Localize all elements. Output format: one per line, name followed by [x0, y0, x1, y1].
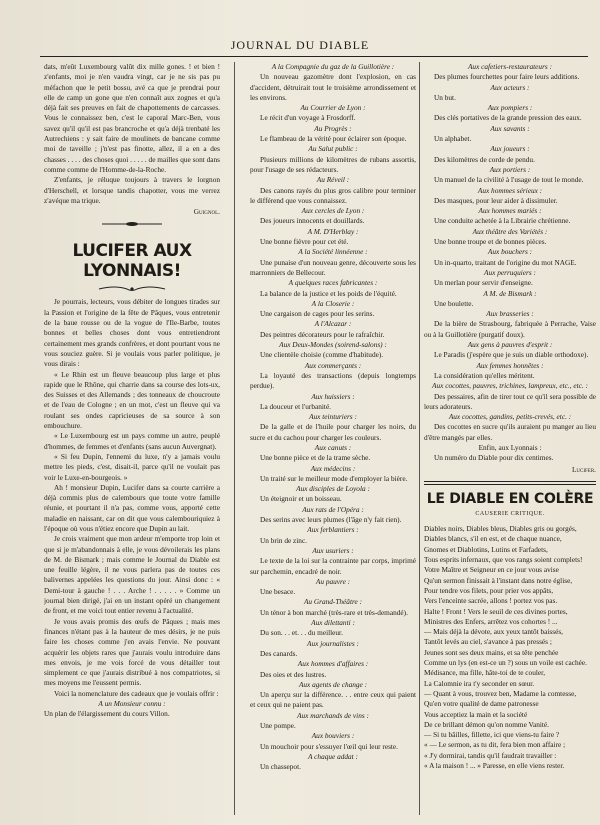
poem-line: Qu'un sermon finissait à l'instant dans notre église, [424, 575, 573, 585]
poem-line: Médisance, ma fille, hâte-toi de te couler, [424, 668, 546, 678]
gift-heading: Aux huissiers : [311, 391, 355, 401]
gift-heading: Aux hommes d'affaires : [297, 659, 369, 669]
gift-heading: Aux marchands de vins : [297, 710, 369, 720]
gift-heading: Aux agents de change : [298, 679, 368, 689]
gift-line: Un traité sur le meilleur mode d'employer la bière. [260, 473, 408, 483]
poem-line: — Quant à vous, trouvez ben, Madame la comtesse, [424, 688, 577, 698]
gift-heading: A la Société linnéenne : [298, 247, 368, 257]
gift-line: Un merlan pour servir d'enseigne. [434, 278, 533, 288]
gift-line: Un manuel de la civilité à l'usage de tout le monde. [434, 175, 584, 185]
poem-line: Votre Maître et Seigneur en ce jour vous avise [424, 565, 559, 575]
gift-heading: Aux bouchers : [487, 247, 533, 257]
gift-heading: Aux perruquiers : [484, 267, 536, 277]
gift-heading: Au Salut public : [308, 144, 358, 154]
gift-line: Une boulette. [434, 298, 474, 308]
gift-heading: Aux cocottes, gandins, petits-crevés, etc. : [448, 412, 572, 422]
paragraph: Je crois vraiment que mon ardeur m'emporte trop loin et que si je m'abandonnais à elle, je vous dévoilerais les plans de M. de Bismark ; mais comme le Journal du Diable est une feuille légère, il ne vous parlera pas de toutes ces balivernes appelées les questions du jour. Ainsi donc : « Demi-tour à gauche ! . . . Arche ! . . . . . » Comme un journal bien dirigé, j'ai en un instant opéré un changement de front, et me voici tout entier revenu à l'actualité. [44, 534, 220, 616]
gift-heading: Aux pompiers : [487, 103, 533, 113]
gift-heading: Aux usuriers : [312, 545, 354, 555]
poem-line: Qu'en votre qualité de dame patronesse [424, 699, 539, 709]
gift-line: Une punaise d'un nouveau genre, découverte sous les marronniers de Bellecour. [250, 257, 416, 277]
article-body [44, 297, 220, 699]
gift-line: Un ténor à bon marché (très-rare et très-demandé). [260, 607, 408, 617]
gift-line: Le texte de la loi sur la contrainte par corps, imprimé sur parchemin, encadré de noir. [250, 556, 416, 576]
article-title-2: LE DIABLE EN COLÈRE [426, 490, 594, 507]
gift-heading: Aux bouviers : [311, 731, 355, 741]
gift-heading: Aux acteurs : [490, 82, 530, 92]
gift-heading: Au Réveil : [316, 175, 350, 185]
double-rule [424, 481, 596, 485]
poem-line: Vous acceptiez la main et la société [424, 709, 528, 719]
gift-line: La considération qu'elles méritent. [434, 370, 535, 380]
poem-line: De ce brillant démon qu'on nomme Vanité. [424, 719, 549, 729]
poem-line: « J'y dormirai, tandis qu'il faudrait travailler : [424, 750, 557, 760]
running-head: JOURNAL DU DIABLE [230, 38, 370, 52]
gift-heading: Aux hommes sérieux : [477, 185, 543, 195]
gift-heading: Au Progrès : [314, 123, 352, 133]
header-rule [40, 56, 588, 57]
gift-heading: A la Compagnie du gaz de la Guillotière : [271, 62, 395, 71]
gift-heading: Aux médecins : [310, 463, 356, 473]
gift-line: Une cargaison de cages pour les serins. [260, 309, 375, 319]
gift-line: Une bonne fièvre pour cet été. [260, 237, 349, 247]
gift-line: Un nouveau gazomètre dont l'explosion, en cas d'accident, détruirait tout le troisième arrondissement et les environs. [250, 72, 416, 102]
gift-line: Des plumes fourchettes pour faire leurs additions. [434, 72, 580, 82]
gift-line: Des oies et des lustres. [260, 669, 327, 679]
gift-heading: Aux portiers : [489, 164, 531, 174]
gift-heading: Aux gens à pauvres d'esprit : [467, 340, 553, 350]
gift-line: Plusieurs millions de kilomètres de rubans assortis, pour l'usage de ses rédacteurs. [250, 154, 416, 174]
paragraph: dats, m'eût Luxembourg valût dix mille gones. ! et bien ! z'enfants, moi je n'en vaudra vingt, car je ne sis pas pu méfachon que le petit bossu, avé ca que je prendrai pour elle de camp un gone que n'en connaît aux zognes et qu'a déjà fait ses preuves en fait de chapottements de carcasses. Vous le connaissez ben, c'est le caporal Marc-Ben, vous savez qu'il qu'il est pas brancroche et qu'a déjà trenbaté les Autrechiens : y sait faire de moulinets de bancane comme moi de taveille ; j'n'est pas finotte, allez, il a en a des chasses . . . . des choses quoi . . . . . de mailles que sont dans comme comme de l'Homme-de-la-Roche. [44, 62, 220, 174]
gift-line: Enfin, aux Lyonnais : [478, 442, 542, 452]
gift-heading: Aux cocottes, pauvres, trichines, lampreux, etc., etc. : [432, 381, 588, 391]
poem-line: Jeunes sont ses deux mains, et sa tête penchée [424, 647, 559, 657]
gift-heading: Aux cafetiers-restaurateurs : [467, 62, 553, 71]
gift-line: Un but. [434, 92, 456, 102]
gift-heading: Aux femmes honnêtes : [476, 360, 544, 370]
gift-line: Des masques, pour leur aider à dissimuler. [434, 195, 558, 205]
gift-line: Une besace. [260, 587, 296, 597]
gift-heading: Au Grand-Théâtre : [303, 597, 363, 607]
poem-line: Vers l'enceinte sacrée, allons ! portez vos pas. [424, 596, 558, 606]
gift-heading: Aux disciples de Loyola : [296, 484, 370, 494]
gift-line: De la galle et de l'huile pour charger les noirs, du sucre et du cachou pour charger les couleurs. [250, 422, 416, 442]
gift-line: Un brin de zinc. [260, 535, 308, 545]
gift-line: Une pompe. [260, 721, 296, 730]
poem-line: Tous esprits infernaux, que vos rangs soient complets! [424, 555, 583, 565]
gift-heading: Aux teinturiers : [309, 412, 357, 422]
gift-line: Un aperçu sur la différence. . . entre ceux qui paient et ceux qui ne paient pas. [250, 690, 416, 710]
gift-heading: Aux cercles de Lyon : [301, 206, 365, 216]
gift-heading: Aux dilettanti : [311, 618, 355, 628]
paragraph: Je pourrais, lecteurs, vous débiter de longues tirades sur la Passion et l'origine de la fête de Pâques, vous entretenir de la baue rousse ou de la vogue de l'Ile-Barbe, toutes bonnes et belles choses dont vous entretiendront certainement mes grands confrères, et dont pourtant vous ne vous souciez guère. Si je voulais vous parler politique, je vous dirais : [44, 297, 220, 369]
gift-heading: Au Courrier de Lyon : [300, 103, 366, 113]
gift-line: Un mouchoir pour s'essuyer l'œil qui leur reste. [260, 741, 398, 751]
paragraph: Ah ! monsieur Dupin, Lucifer dans sa courte carrière a déjà commis plus de calembours que toute votre famille réunie, et pourtant il n'a pas, comme vous, apporté cette maladie en naissant, car on dit que vous calembouriquiez à l'époque où vous n'étiez encore que Dupin au lait. [44, 482, 220, 533]
paragraph: « Le Luxembourg est un pays comme un autre, peuplé d'hommes, de femmes et d'enfants (sans aucun Auvergnat). [44, 431, 220, 451]
paragraph: Z'enfants, je réluque toujours à travers le lorgnon d'Herschell, et lorsque tandis chapotter, vous me verrez z'avéque ma trique. [44, 175, 220, 205]
gift-heading: Aux joueurs : [490, 144, 530, 154]
gift-line: Une conduite achetée à la Librairie chrétienne. [434, 216, 571, 226]
gift-line: Une bonne troupe et de bonnes pièces. [434, 237, 547, 247]
gift-line: Du son. . . et. . . du meilleur. [260, 628, 343, 638]
gift-line: De la bière de Strasbourg, fabriquée à Perrache, Vaise ou à la Guillotière (purgatif doux). [424, 319, 596, 339]
gift-line: Une clientèle choisie (comme d'habitude). [260, 350, 384, 360]
poem-line: Ministres des Enfers, arrêtez vos cohortes ! ... [424, 616, 558, 626]
gift-line: Des serins avec leurs plumes (l'âge n'y fait rien). [260, 515, 402, 525]
poem [424, 524, 596, 771]
paragraph: Voici la nomenclature des cadeaux que je voulais offrir : [54, 688, 219, 698]
gift-line: Des joueurs innocents et douillards. [260, 216, 365, 226]
gift-line: Des pessaires, afin de tirer tout ce qu'il sera possible de leurs adorateurs. [424, 391, 596, 411]
gift-heading: Aux hommes mariés : [478, 206, 542, 216]
gift-line: Des cocottes en sucre qu'ils auraient pu manger au lieu d'être mangés par elles. [424, 422, 596, 442]
gift-line: Un éteignoir et un boisseau. [260, 494, 342, 504]
gift-heading: A l'Alcazar : [314, 319, 352, 329]
poem-line: Pour tendre vos filets, pour prier vos appâts, [424, 585, 554, 595]
column-2 [250, 62, 416, 817]
gift-heading: Aux ferblantiers : [307, 525, 359, 535]
column-divider [234, 62, 235, 815]
article-subtitle: CAUSERIE CRITIQUE. [475, 510, 545, 517]
poem-line: « — Le sermon, as tu dit, fera bien mon affaire ; [424, 740, 566, 750]
gift-heading: Aux savants : [490, 123, 530, 133]
gift-line: Le Paradis (j'espère que je suis un diable orthodoxe). [434, 350, 589, 360]
gift-line: Un alphabet. [434, 134, 472, 144]
gift-line: La balance de la justice et les poids de l'équité. [260, 288, 397, 298]
gift-heading: A un Monsieur connu : [98, 699, 166, 709]
gift-line: Des peintres décorateurs pour le rafraîchir. [260, 329, 385, 339]
title-flourish-ornament [97, 285, 167, 293]
column-1 [44, 62, 220, 817]
gift-heading: Au pauvre : [315, 576, 351, 586]
gift-line: Des canons rayés du plus gros calibre pour terminer le différend que vous connaissez. [250, 185, 416, 205]
gift-line: Des kilomètres de corde de pendu. [434, 154, 535, 164]
gift-heading: Aux brasseries : [486, 309, 534, 319]
poem-line: « A la maison ! ... » Paresse, en elle viens rester. [424, 761, 565, 770]
gift-heading: A chaque addat : [308, 751, 358, 761]
gift-line: Des canards. [260, 648, 298, 658]
poem-line: Diables noirs, Diables bleus, Diables gris ou gorgés, [424, 524, 577, 534]
gift-heading: A M. de Bismark : [483, 288, 537, 298]
gift-heading: A quelques races fabricantes : [288, 278, 378, 288]
poem-line: Halte ! Front ! Vers le seuil de ces divines portes, [424, 606, 568, 616]
gift-list [424, 62, 596, 464]
column-divider [419, 62, 420, 815]
poem-line: Diables blancs, s'il en est, et de chaque nuance, [424, 534, 562, 544]
poem-line: Tantôt levés au ciel, s'avance à pas pressés ; [424, 637, 552, 647]
gift-heading: A M. D'Herblay : [307, 226, 359, 236]
column-3 [424, 62, 596, 817]
gift-line: Un chassepot. [260, 762, 301, 772]
poem-line: — Si tu bâilles, fillette, ici que viens-tu faire ? [424, 730, 560, 740]
signature-guignol: Guignol. [193, 207, 220, 217]
separator-ornament [102, 221, 162, 227]
gift-line: La loyauté des transactions (depuis longtemps perdue). [250, 370, 416, 391]
gift-heading: A la Closerie : [311, 298, 355, 308]
gift-line: Un plan de l'élargissement du cours Villon. [44, 709, 170, 719]
paragraph: Je vous avais promis des œufs de Pâques ; mais mes finances n'étant pas à la hauteur de mes désirs, je ne puis faire les choses comme j'en avais l'envie. Ne pouvant acquérir les objets rares que j'aurais voulu introduire dans mes envois, je me vois forcé de vous détailler tout simplement ce que j'aurais distribué à nos compatriotes, si mes moyens me l'eussent permis. [44, 616, 220, 688]
gift-line: Le récit d'un voyage à Frosdorff. [260, 113, 356, 123]
poem-line: — Mais déjà la dévote, aux yeux tantôt baissés, [424, 627, 564, 637]
gift-heading: Aux rats de l'Opéra : [302, 504, 364, 514]
paragraph: « Si feu Dupin, l'ennemi du luxe, n'y a jamais voulu mettre les pieds, c'est, disait-il, parce qu'il ne voulait pas voir le Luxe-en-bourgeois. » [44, 451, 220, 482]
gift-heading: Aux canuts : [314, 442, 352, 452]
poem-line: La Calomnie ira t'y seconder en sœur. [424, 678, 535, 688]
gift-line: Un in-quarto, traitant de l'origine du mot NAGE. [434, 257, 577, 267]
gift-line: Une bonne pièce et de la trame sèche. [260, 453, 371, 463]
gift-heading: Aux journalistes : [307, 638, 359, 648]
poem-line: Gnomes et Diablotins, Lutins et Farfadets, [424, 544, 548, 554]
gift-heading: Aux théâtre des Variétés : [472, 226, 548, 236]
gift-line: Le flambeau de la vérité pour éclairer son époque. [260, 134, 407, 144]
article-title: LUCIFER AUX LYONNAIS! [72, 241, 192, 282]
paragraph: « Le Rhin est un fleuve beaucoup plus large et plus rapide que le Rhône, qui charrie dans sa course des lots-ux, des Suisses et des Allemands ; des tonneaux de choucroute et de l'eau de Cologne ; en un mot, c'est un fleuve qui va roulant ses ondes capricieuses de sa source à son embouchure. [44, 369, 220, 431]
signature-lucifer: Lucifer. [571, 464, 596, 474]
poem-line: Comme un lys (en est-ce un ?) sous un voile est cachée. [424, 658, 587, 668]
gift-line: Un numéro du Diable pour dix centimes. [434, 453, 554, 463]
gift-heading: Aux commerçants : [304, 360, 362, 370]
gift-line: La douceur et l'urbanité. [260, 401, 332, 411]
gift-line: Des clés portatives de la grande pression des eaux. [434, 113, 582, 123]
gift-heading: Aux Deux-Mondes (soirend-salons) : [279, 340, 387, 350]
